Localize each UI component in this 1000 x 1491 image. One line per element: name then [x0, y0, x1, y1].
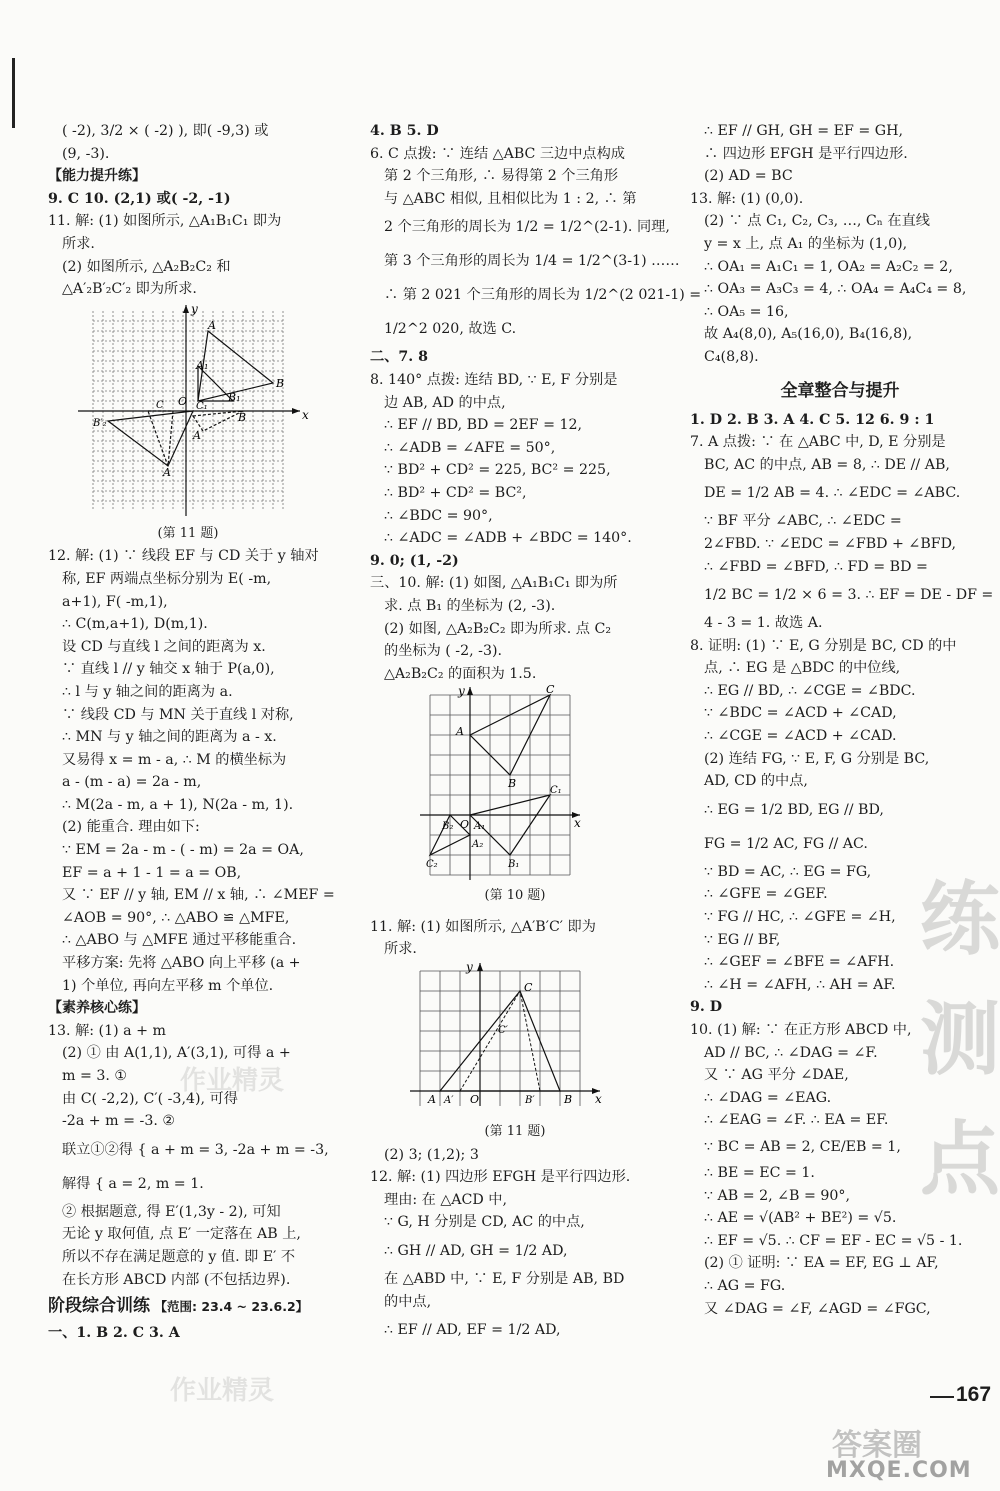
svg-text:A: A: [428, 1093, 436, 1107]
svg-text:C₁: C₁: [550, 785, 562, 797]
answer-line: 10. (1) 解: ∵ 在正方形 ABCD 中,: [690, 1022, 912, 1038]
answer-line: ∵ FG // HC, ∴ ∠GFE = ∠H,: [704, 909, 896, 926]
answer-line: ∴ ∠DAG = ∠EAG.: [704, 1089, 832, 1106]
answer-line: (2) 连结 FG, ∵ E, F, G 分别是 BC,: [704, 750, 930, 767]
answer-line: a+1), F( -m,1),: [62, 593, 168, 610]
answer-line: ∴ EF // BD, BD = 2EF = 12,: [384, 417, 583, 434]
page-number-rule: [930, 1396, 954, 1398]
answer-line: 由 C( -2,2), C′( -3,4), 可得: [62, 1090, 238, 1107]
answer-line: 无论 y 取何值, 点 E′ 一定落在 AB 上,: [62, 1226, 301, 1243]
watermark-mid: 作业精灵: [180, 1066, 285, 1096]
answer-line: 三、10. 解: (1) 如图, △A₁B₁C₁ 即为所: [370, 575, 618, 592]
answer-line: 12. 解: (1) 四边形 EFGH 是平行四边形.: [370, 1169, 631, 1186]
svg-text:B: B: [276, 376, 285, 390]
svg-text:O: O: [460, 818, 470, 832]
column-middle: [370, 120, 702, 1347]
answer-line: 故 A₄(8,0), A₅(16,0), B₄(16,8),: [704, 326, 913, 343]
answer-line: 1. D 2. B 3. A 4. C 5. 12 6. 9 : 1: [690, 411, 935, 428]
answer-line: ∴ 第 2 021 个三角形的周长为 1/2^(2 021-1) =: [384, 287, 702, 304]
section-label-ability: 【能力提升练】: [48, 168, 146, 185]
section-label-core: 【素养核心练】: [48, 1000, 146, 1017]
answer-line: ∴ GH // AD, GH = 1/2 AD,: [384, 1243, 568, 1260]
svg-text:C₁: C₁: [196, 400, 208, 412]
answer-line: 解得 { a = 2, m = 1.: [62, 1175, 204, 1192]
answer-line: 一、1. B 2. C 3. A: [48, 1325, 180, 1342]
answer-line: DE = 1/2 AB = 4. ∴ ∠EDC = ∠ABC.: [704, 485, 961, 502]
answer-line: 9. D: [690, 999, 723, 1016]
svg-text:B₁: B₁: [508, 859, 520, 871]
svg-text:C: C: [156, 399, 164, 411]
answer-line: ∴ AG = FG.: [704, 1277, 786, 1294]
answer-line: ∵ 线段 CD 与 MN 关于直线 l 对称,: [62, 706, 294, 723]
answer-line: 11. 解: (1) 如图所示, △A₁B₁C₁ 即为: [48, 213, 282, 230]
answer-line: EF = a + 1 - 1 = a = OB,: [62, 864, 242, 881]
answer-line: ∴ ∠CGE = ∠ACD + ∠CAD.: [704, 728, 897, 745]
answer-line: ∵ BF 平分 ∠ABC, ∴ ∠EDC =: [704, 513, 902, 530]
coordinate-grid-figure: [370, 961, 660, 1121]
answer-line: 2∠FBD. ∵ ∠EDC = ∠FBD + ∠BFD,: [704, 535, 956, 552]
answer-line: (2) 能重合. 理由如下:: [62, 819, 200, 836]
coordinate-grid-figure: [48, 301, 328, 523]
answer-line: 9. 0; (1, -2): [370, 552, 459, 569]
svg-text:x: x: [574, 816, 581, 831]
answer-line: △A₂B₂C₂ 的面积为 1.5.: [384, 665, 537, 682]
answer-line: ∵ ∠BDC = ∠ACD + ∠CAD,: [704, 705, 897, 722]
answer-line: a - (m - a) = 2a - m,: [62, 774, 202, 791]
answer-line: ∴ OA₅ = 16,: [704, 303, 789, 320]
answer-line: (2) ① 证明: ∵ EA = EF, EG ⊥ AF,: [704, 1255, 939, 1272]
answer-line: 在 △ABD 中, ∵ E, F 分别是 AB, BD: [384, 1271, 625, 1288]
answer-line: ② 根据题意, 得 E′(1,3y - 2), 可知: [62, 1203, 281, 1220]
svg-text:O: O: [178, 394, 188, 408]
answer-line: -2a + m = -3. ②: [62, 1113, 176, 1130]
watermark-side: 练测点: [920, 873, 1000, 1206]
svg-text:C: C: [546, 685, 555, 697]
answer-line: 8. 证明: (1) ∵ E, G 分别是 BC, CD 的中: [690, 637, 957, 654]
coordinate-grid-figure: [370, 685, 660, 885]
answer-line: 又易得 x = m - a, ∴ M 的横坐标为: [62, 751, 287, 768]
svg-text:C: C: [524, 981, 533, 995]
svg-text:B′: B′: [525, 1095, 535, 1107]
answer-line: 7. A 点拨: ∵ 在 △ABC 中, D, E 分别是: [690, 434, 946, 451]
figure-caption: (第 11 题): [157, 525, 219, 541]
answer-line: ∴ ∠H = ∠AFH, ∴ AH = AF.: [704, 976, 896, 993]
answer-line: ∴ l 与 y 轴之间的距离为 a.: [62, 683, 233, 700]
answer-line: 平移方案: 先将 △ABO 向上平移 (a +: [62, 955, 301, 972]
answer-line: ∵ EM = 2a - m - ( - m) = 2a = OA,: [62, 842, 304, 859]
answer-line: (2) ∵ 点 C₁, C₂, C₃, …, Cₙ 在直线: [704, 213, 930, 230]
answer-line: C₄(8,8).: [704, 348, 759, 365]
answer-line: 联立①②得 { a + m = 3, -2a + m = -3,: [62, 1141, 329, 1158]
svg-text:A: A: [163, 465, 171, 479]
answer-line: ∵ 直线 l // y 轴交 x 轴于 P(a,0),: [62, 661, 275, 678]
answer-line: 第 3 个三角形的周长为 1/4 = 1/2^(3-1) ……: [384, 253, 680, 270]
answer-line: ∵ AB = 2, ∠B = 90°,: [704, 1187, 851, 1204]
answer-line: ∴ MN 与 y 轴之间的距离为 a - x.: [62, 729, 277, 746]
svg-text:B: B: [508, 777, 517, 791]
answer-line: 11. 解: (1) 如图所示, △A′B′C′ 即为: [370, 918, 596, 935]
watermark-answer: 答案圈: [832, 1428, 922, 1463]
svg-text:x: x: [302, 407, 309, 422]
answer-line: (2) 3; (1,2); 3: [384, 1146, 479, 1163]
answer-line: 称, EF 两端点坐标分别为 E( -m,: [62, 570, 272, 587]
stage-heading: [48, 1291, 328, 1322]
answer-line: ∴ EG = 1/2 BD, EG // BD,: [704, 801, 884, 818]
svg-text:x: x: [595, 1092, 602, 1107]
answer-line: ∴ △ABO 与 △MFE 通过平移能重合.: [62, 932, 297, 949]
svg-text:y: y: [466, 961, 473, 975]
answer-line: ∴ EF // GH, GH = EF = GH,: [704, 123, 903, 139]
answer-line: ∵ BD = AC, ∴ EG = FG,: [704, 863, 872, 880]
svg-text:A₂: A₂: [472, 839, 484, 851]
answer-line: 二、7. 8: [370, 349, 428, 366]
answer-line: y = x 上, 点 A₁ 的坐标为 (1,0),: [704, 235, 908, 252]
answer-line: 在长方形 ABCD 内部 (不包括边界).: [62, 1271, 291, 1288]
svg-text:y: y: [191, 301, 198, 316]
answer-line: (2) ① 由 A(1,1), A′(3,1), 可得 a +: [62, 1045, 291, 1062]
answer-line: 所求.: [384, 941, 417, 958]
svg-text:A₁: A₁: [196, 358, 209, 372]
answer-line: 所求.: [62, 235, 95, 252]
svg-text:A: A: [208, 318, 216, 332]
answer-line: AD // BC, ∴ ∠DAG = ∠F.: [704, 1044, 878, 1061]
text-line: ( -2), 3/2 × ( -2) ), 即( -9,3) 或: [62, 123, 269, 139]
answer-line: (2) 如图, △A₂B₂C₂ 即为所求. 点 C₂: [384, 620, 612, 637]
answer-line: ∠AOB = 90°, ∴ △ABO ≌ △MFE,: [62, 909, 290, 926]
answer-line: (2) AD = BC: [704, 168, 793, 185]
answer-line: 6. C 点拨: ∵ 连结 △ABC 三边中点构成: [370, 145, 625, 162]
answer-line: ∵ BD² + CD² = 225, BC² = 225,: [384, 462, 611, 479]
figure-caption: (第 11 题): [484, 1124, 546, 1140]
answer-line: 2 个三角形的周长为 1/2 = 1/2^(2-1). 同理,: [384, 219, 670, 236]
answer-line: ∴ EG // BD, ∴ ∠CGE = ∠BDC.: [704, 682, 916, 699]
watermark-low: 作业精灵: [170, 1376, 275, 1406]
stage-title: 阶段综合训练: [48, 1296, 150, 1317]
answer-line: ∴ AE = √(AB² + BE²) = √5.: [704, 1210, 897, 1227]
svg-text:B: B: [564, 1093, 573, 1107]
text-line: (9, -3).: [62, 145, 110, 162]
svg-text:C′: C′: [498, 1025, 508, 1037]
answer-line: 1/2^2 020, 故选 C.: [384, 321, 517, 338]
answer-line: ∴ 四边形 EFGH 是平行四边形.: [704, 145, 908, 162]
svg-text:C₂: C₂: [426, 859, 438, 871]
answer-line: 又 ∵ EF // y 轴, EM // x 轴, ∴ ∠MEF =: [62, 887, 335, 904]
svg-text:B₁: B₁: [228, 390, 241, 404]
answer-line: 的坐标为 ( -2, -3).: [384, 643, 503, 660]
answer-line: AD, CD 的中点,: [704, 773, 808, 790]
answer-line: ∴ OA₃ = A₃C₃ = 4, ∴ OA₄ = A₄C₄ = 8,: [704, 281, 967, 298]
svg-text:B: B: [238, 410, 247, 424]
stage-range: 【范围: 23.4 ~ 23.6.2】: [154, 1299, 309, 1315]
answer-line: 又 ∵ AG 平分 ∠DAE,: [704, 1067, 849, 1084]
answer-line: 设 CD 与直线 l 之间的距离为 x.: [62, 638, 266, 655]
margin-bar: [12, 58, 15, 128]
answer-line: ∴ BD² + CD² = BC²,: [384, 484, 527, 501]
figure-q11b-grid: [370, 961, 660, 1121]
answer-line: ∴ ∠ADB = ∠AFE = 50°,: [384, 439, 556, 456]
answer-line: ∵ BC = AB = 2, CE/EB = 1,: [704, 1138, 901, 1155]
answer-line: ∴ BE = EC = 1.: [704, 1164, 815, 1181]
answer-line: △A′₂B′₂C′₂ 即为所求.: [62, 281, 197, 298]
svg-text:A₁: A₁: [474, 821, 486, 833]
answer-line: ∴ EF = √5. ∴ CF = EF - EC = √5 - 1.: [704, 1232, 963, 1249]
answer-line: 又 ∠DAG = ∠F, ∠AGD = ∠FGC,: [704, 1300, 931, 1317]
answer-line: 4 - 3 = 1. 故选 A.: [704, 615, 823, 632]
answer-line: 13. 解: (1) a + m: [48, 1022, 166, 1039]
answer-line: ∴ ∠GFE = ∠GEF.: [704, 886, 828, 903]
answer-line: 理由: 在 △ACD 中,: [384, 1191, 507, 1208]
answer-line: ∴ ∠BDC = 90°,: [384, 507, 493, 524]
answer-line: 1/2 BC = 1/2 × 6 = 3. ∴ EF = DE - DF =: [704, 587, 994, 604]
answer-line: 13. 解: (1) (0,0).: [690, 190, 804, 207]
answer-line: 8. 140° 点拨: 连结 BD, ∵ E, F 分别是: [370, 371, 618, 388]
answer-line: 1) 个单位, 再向左平移 m 个单位.: [62, 977, 274, 994]
watermark-site: MXQE.COM: [826, 1458, 972, 1483]
answer-line: ∴ M(2a - m, a + 1), N(2a - m, 1).: [62, 796, 294, 813]
svg-text:A′: A′: [444, 1095, 454, 1107]
answer-line: ∴ OA₁ = A₁C₁ = 1, OA₂ = A₂C₂ = 2,: [704, 258, 953, 275]
answer-line: 4. B 5. D: [370, 123, 439, 139]
figure-q11-grid: [48, 301, 328, 523]
answer-line: FG = 1/2 AC, FG // AC.: [704, 835, 868, 852]
svg-text:B′₂: B′₂: [93, 417, 107, 429]
answer-line: 的中点,: [384, 1293, 432, 1310]
svg-text:A: A: [193, 428, 201, 442]
answer-line: ∵ G, H 分别是 CD, AC 的中点,: [384, 1214, 585, 1231]
chapter-title: 全章整合与提升: [780, 380, 900, 401]
svg-text:B₂: B₂: [442, 821, 454, 833]
svg-text:A: A: [456, 725, 464, 739]
answer-line: ∴ EF // AD, EF = 1/2 AD,: [384, 1322, 561, 1339]
column-left: [48, 120, 335, 1345]
svg-text:O: O: [470, 1093, 480, 1107]
svg-text:y: y: [458, 685, 465, 699]
answer-line: 9. C 10. (2,1) 或( -2, -1): [48, 190, 231, 207]
answer-line: 求. 点 B₁ 的坐标为 (2, -3).: [384, 597, 556, 614]
answer-line: 第 2 个三角形, ∴ 易得第 2 个三角形: [384, 168, 619, 185]
answer-line: ∴ ∠GEF = ∠BFE = ∠AFH.: [704, 954, 895, 971]
answer-line: 与 △ABC 相似, 且相似比为 1 : 2, ∴ 第: [384, 190, 637, 207]
answer-line: ∴ ∠ADC = ∠ADB + ∠BDC = 140°.: [384, 530, 632, 547]
answer-line: (2) 如图所示, △A₂B₂C₂ 和: [62, 258, 231, 275]
answer-line: ∴ ∠EAG = ∠F. ∴ EA = EF.: [704, 1112, 889, 1129]
answer-line: 边 AB, AD 的中点,: [384, 394, 506, 411]
answer-line: ∴ C(m,a+1), D(m,1).: [62, 616, 208, 633]
answer-line: BC, AC 的中点, AB = 8, ∴ DE // AB,: [704, 456, 950, 473]
answer-line: m = 3. ①: [62, 1068, 128, 1084]
page-number: 167: [956, 1383, 992, 1406]
answer-line: ∴ ∠FBD = ∠BFD, ∴ FD = BD =: [704, 558, 928, 575]
figure-q10-grid: [370, 685, 660, 885]
answer-line: 所以不存在满足题意的 y 值. 即 E′ 不: [62, 1248, 296, 1265]
figure-caption: (第 10 题): [484, 888, 546, 904]
answer-line: 12. 解: (1) ∵ 线段 EF 与 CD 关于 y 轴对: [48, 548, 319, 565]
answer-line: 点, ∴ EG 是 △BDC 的中位线,: [704, 660, 901, 677]
answer-line: ∵ EG // BF,: [704, 931, 781, 948]
